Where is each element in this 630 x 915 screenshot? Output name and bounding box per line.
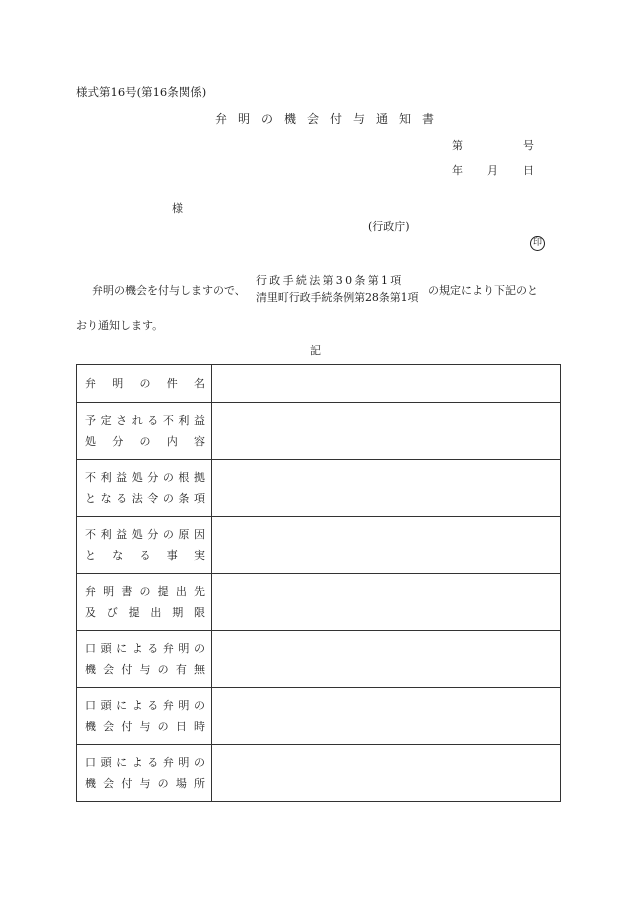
items-table [76,364,561,802]
recipient-suffix: 様 [172,202,183,215]
table-row [77,365,561,403]
number-prefix: 第 [452,139,463,152]
number-suffix: 号 [523,139,534,152]
row-label-line: 弁明の件名 [85,377,205,390]
row-label-line: 機会付与の日時 [85,720,205,733]
row-label-line: 口頭による弁明の [85,756,205,769]
row-label [85,695,205,737]
row-label-cell [77,745,212,802]
row-value[interactable] [212,517,561,574]
row-label [85,752,205,794]
row-value[interactable] [212,688,561,745]
row-label-line: となる法令の条項 [85,492,205,505]
table-row [77,631,561,688]
row-label-line: 予定される不利益 [85,414,205,427]
row-label-line: 不利益処分の根拠 [85,471,205,484]
intro-text-continuation: おり通知します。 [76,319,164,332]
row-value[interactable] [212,460,561,517]
date-day: 日 [523,164,534,177]
table-row [77,688,561,745]
row-label-line: となる事実 [85,549,205,562]
row-label [85,638,205,680]
document-title: 弁明の機会付与通知書 [215,112,446,126]
row-value[interactable] [212,365,561,403]
row-label-line: 口頭による弁明の [85,699,205,712]
intro-text-before: 弁明の機会を付与しますので、 [92,284,246,297]
row-label [85,524,205,566]
seal-mark: 印 [530,236,545,251]
table-row [77,745,561,802]
document-number-line [452,137,534,153]
row-label-cell [77,460,212,517]
row-value[interactable] [212,631,561,688]
date-month: 月 [487,164,498,177]
row-label [85,373,205,394]
row-label [85,410,205,452]
row-label-line: 弁明書の提出先 [85,585,205,598]
table-row [77,460,561,517]
table-row [77,403,561,460]
table-row [77,574,561,631]
law-reference-1: 行政手続法第30条第1項 [256,274,404,287]
row-label-cell [77,365,212,403]
row-value[interactable] [212,403,561,460]
row-label-line: 処分の内容 [85,435,205,448]
intro-text-after: の規定により下記のと [428,284,538,297]
date-year: 年 [452,164,463,177]
row-label-cell [77,403,212,460]
ki-heading: 記 [310,344,321,357]
row-label-line: 及び提出期限 [85,606,205,619]
row-value[interactable] [212,745,561,802]
row-label [85,467,205,509]
row-label-cell [77,574,212,631]
row-label-cell [77,517,212,574]
row-label-cell [77,688,212,745]
row-label-line: 口頭による弁明の [85,642,205,655]
row-label-line: 機会付与の有無 [85,663,205,676]
row-label-cell [77,631,212,688]
issuing-agency: (行政庁) [368,220,410,233]
row-value[interactable] [212,574,561,631]
table-row [77,517,561,574]
row-label-line: 機会付与の場所 [85,777,205,790]
row-label-line: 不利益処分の原因 [85,528,205,541]
row-label [85,581,205,623]
law-reference-2: 清里町行政手続条例第28条第1項 [256,291,419,304]
form-number: 様式第16号(第16条関係) [76,85,207,99]
